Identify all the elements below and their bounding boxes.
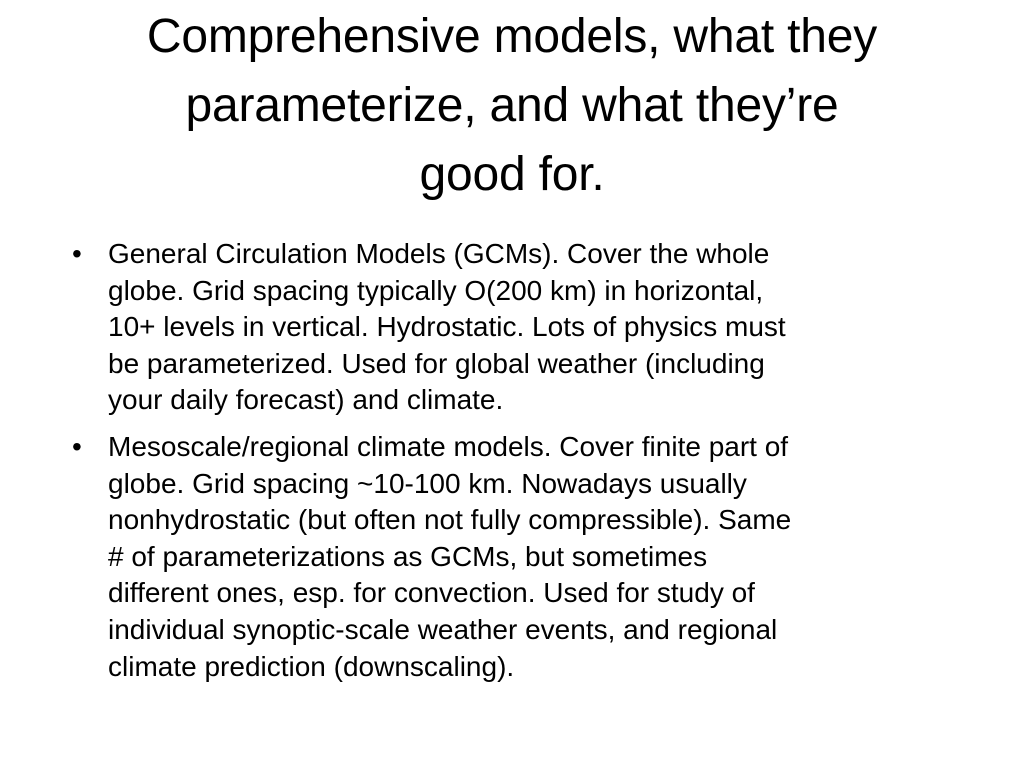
- bullet-line: # of parameterizations as GCMs, but sometimes: [108, 540, 708, 572]
- bullet-item-gcms: [72, 236, 972, 419]
- bullet-dot-icon: •: [72, 238, 82, 269]
- bullet-line: be parameterized. Used for global weather (including: [108, 347, 765, 379]
- bullet-item-mesoscale: [72, 429, 972, 685]
- bullet-line: different ones, esp. for convection. Used for study of: [108, 577, 755, 609]
- bullet-line: nonhydrostatic (but often not fully compressible). Same: [108, 504, 792, 536]
- bullet-line: Mesoscale/regional climate models. Cover finite part of: [108, 430, 789, 462]
- bullet-line: General Circulation Models (GCMs). Cover the whole: [108, 238, 770, 269]
- title-line: parameterize, and what they’re: [185, 79, 839, 132]
- bullet-line: 10+ levels in vertical. Hydrostatic. Lots of physics must: [108, 311, 786, 343]
- slide-title: [50, 2, 974, 209]
- bullet-line: individual synoptic-scale weather events, and regional: [108, 613, 778, 645]
- bullet-line: globe. Grid spacing typically O(200 km) in horizontal,: [108, 274, 764, 306]
- bullet-dot-icon: •: [72, 430, 82, 462]
- title-line: good for.: [419, 148, 605, 201]
- bullet-list: [72, 236, 972, 695]
- bullet-line: climate prediction (downscaling).: [108, 650, 515, 682]
- title-line: Comprehensive models, what they: [146, 10, 878, 63]
- bullet-line: globe. Grid spacing ~10-100 km. Nowadays usually: [108, 467, 747, 499]
- bullet-line: your daily forecast) and climate.: [108, 384, 504, 416]
